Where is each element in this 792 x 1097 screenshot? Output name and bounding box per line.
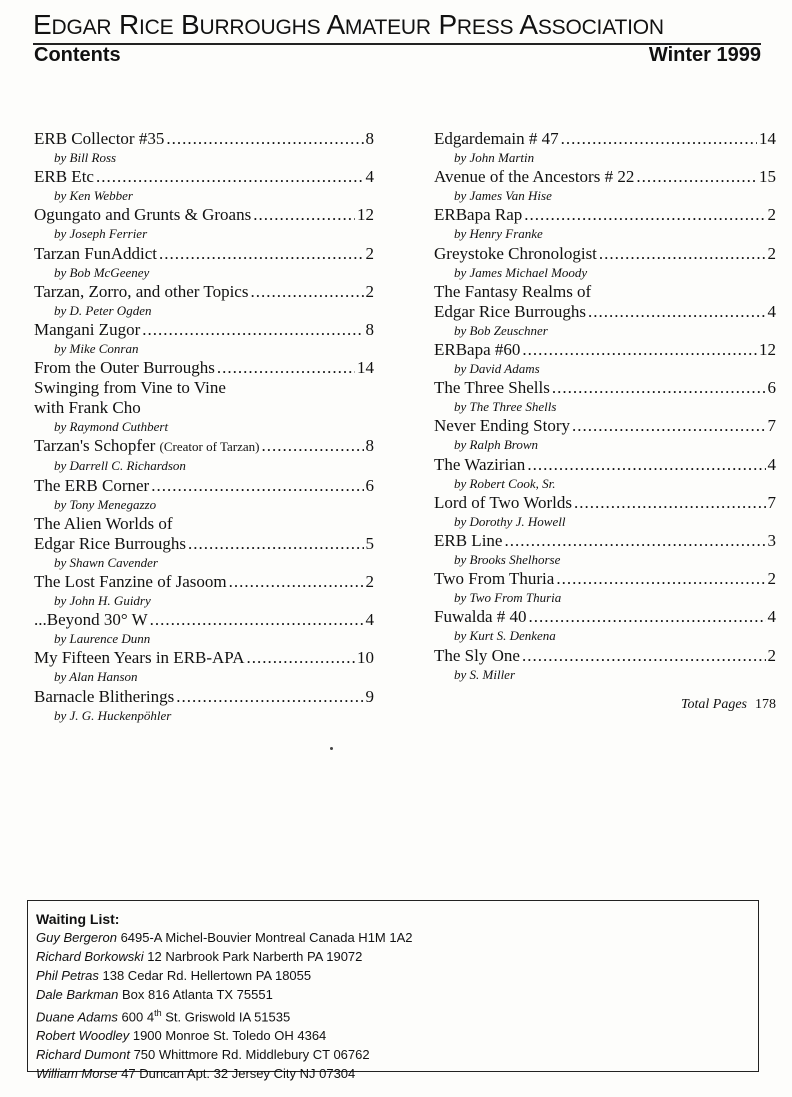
toc-line xyxy=(34,687,374,707)
leader-dots xyxy=(552,378,766,398)
toc-entry xyxy=(34,572,374,610)
title-initial: E xyxy=(33,9,52,40)
toc-author: by David Adams xyxy=(454,361,540,377)
leader-dots xyxy=(574,493,765,513)
toc-entry xyxy=(34,129,374,167)
leader-dots xyxy=(253,205,355,225)
leader-dots xyxy=(142,320,363,340)
title-initial: A xyxy=(326,9,345,40)
toc-title: Greystoke Chronologist xyxy=(434,243,597,263)
toc-title: Edgar Rice Burroughs xyxy=(434,301,587,321)
member-address: 47 Duncan Apt. 32 Jersey City NJ 07304 xyxy=(121,1066,356,1082)
leader-dots xyxy=(504,531,765,551)
contents-right-column xyxy=(434,129,776,684)
toc-entry xyxy=(434,129,776,167)
member-address: 12 Narbrook Park Narberth PA 19072 xyxy=(147,949,363,964)
toc-author: by Alan Hanson xyxy=(54,669,138,685)
leader-dots xyxy=(522,646,766,666)
toc-page-number: 2 xyxy=(365,572,374,592)
toc-author: by Dorothy J. Howell xyxy=(454,513,566,529)
title-initial: A xyxy=(519,9,538,40)
toc-page-number: 8 xyxy=(365,129,374,148)
toc-page-number: 2 xyxy=(365,243,374,263)
toc-author: by D. Peter Ogden xyxy=(54,302,152,318)
toc-line xyxy=(34,378,374,398)
toc-line xyxy=(34,167,374,187)
waiting-list-entry xyxy=(36,1064,750,1083)
toc-entry xyxy=(434,282,776,302)
toc-page-number: 7 xyxy=(767,416,776,436)
title-rest: DGAR xyxy=(51,16,112,39)
toc-line xyxy=(34,476,374,496)
toc-line xyxy=(34,282,374,302)
toc-title: The Sly One xyxy=(434,645,520,665)
toc-line xyxy=(434,340,776,360)
toc-page-number: 10 xyxy=(357,648,374,668)
title-word xyxy=(438,9,513,40)
toc-line xyxy=(34,320,374,340)
toc-line xyxy=(434,244,776,264)
member-address: 138 Cedar Rd. Hellertown PA 18055 xyxy=(102,968,312,983)
toc-line xyxy=(434,455,776,475)
toc-page-number: 2 xyxy=(767,645,776,665)
toc-title: Mangani Zugor xyxy=(34,320,141,340)
member-name: Robert Woodley xyxy=(36,1028,130,1044)
toc-page-number: 8 xyxy=(365,436,374,456)
waiting-list-title: Waiting List: xyxy=(36,911,120,927)
toc-title: Never Ending Story xyxy=(434,416,570,436)
leader-dots xyxy=(572,416,766,436)
toc-title: The Three Shells xyxy=(434,378,550,398)
title-rest: RESS xyxy=(456,16,514,39)
toc-page-number: 15 xyxy=(759,167,776,187)
total-pages-value: 178 xyxy=(755,697,776,712)
total-pages-label: Total Pages xyxy=(681,697,747,712)
toc-line xyxy=(434,493,776,513)
toc-title: The Alien Worlds of xyxy=(34,513,173,533)
leader-dots xyxy=(556,569,765,589)
toc-line xyxy=(434,205,776,225)
leader-dots xyxy=(599,244,766,264)
leader-dots xyxy=(588,302,765,322)
toc-page-number: 2 xyxy=(767,205,776,225)
toc-title-note: (Creator of Tarzan) xyxy=(159,439,260,455)
toc-author: by Kurt S. Denkena xyxy=(454,628,556,644)
member-name: Richard Dumont xyxy=(36,1047,130,1063)
toc-author: by Shawn Cavender xyxy=(54,554,158,570)
member-name: Dale Barkman xyxy=(36,987,119,1002)
member-address: Box 816 Atlanta TX 75551 xyxy=(122,987,273,1002)
toc-title: The Wazirian xyxy=(434,454,526,474)
member-address: 6495-A Michel-Bouvier Montreal Canada H1M 1A2 xyxy=(120,930,413,945)
toc-entry xyxy=(34,244,374,282)
toc-page-number: 2 xyxy=(365,281,374,301)
toc-line xyxy=(34,572,374,592)
toc-title: Tarzan, Zorro, and other Topics xyxy=(34,281,249,301)
member-address: 750 Whittmore Rd. Middlebury CT 06762 xyxy=(133,1047,370,1063)
toc-author: by The Three Shells xyxy=(454,399,557,415)
toc-page-number: 7 xyxy=(767,492,776,512)
toc-page-number: 14 xyxy=(357,358,374,378)
toc-author: by S. Miller xyxy=(454,666,516,682)
toc-line xyxy=(434,302,776,322)
toc-author: by Bob McGeeney xyxy=(54,264,150,280)
toc-entry xyxy=(434,607,776,645)
toc-line xyxy=(34,244,374,264)
member-name: Richard Borkowski xyxy=(36,949,144,964)
toc-title: ...Beyond 30° W xyxy=(34,610,148,630)
toc-title: Lord of Two Worlds xyxy=(434,492,573,512)
waiting-list-entry xyxy=(36,985,750,1004)
toc-page-number: 2 xyxy=(767,569,776,589)
toc-page-number: 4 xyxy=(365,167,374,187)
toc-page-number: 4 xyxy=(365,610,374,630)
toc-page-number: 4 xyxy=(767,454,776,474)
publication-title xyxy=(33,10,763,43)
toc-page-number: 2 xyxy=(767,243,776,263)
waiting-list-box xyxy=(27,900,759,1082)
toc-title: ERBapa Rap xyxy=(434,205,523,225)
toc-entry xyxy=(34,610,374,648)
member-address: 1900 Monroe St. Toledo OH 4364 xyxy=(132,1028,327,1044)
contents-left-column xyxy=(34,129,374,725)
toc-title: Edgardemain # 47 xyxy=(434,129,559,148)
toc-entry xyxy=(34,514,374,534)
toc-line xyxy=(34,129,374,149)
title-initial: B xyxy=(181,9,200,40)
toc-entry xyxy=(34,205,374,243)
toc-line xyxy=(434,129,776,149)
toc-author: by Mike Conran xyxy=(54,341,139,357)
toc-page-number: 3 xyxy=(767,531,776,551)
leader-dots xyxy=(522,340,757,360)
section-label: Contents xyxy=(34,44,121,66)
toc-page-number: 6 xyxy=(365,475,374,495)
toc-author: by Laurence Dunn xyxy=(54,631,151,647)
toc-line xyxy=(34,648,374,668)
toc-entry xyxy=(434,416,776,454)
leader-dots xyxy=(166,129,363,149)
waiting-list-entry xyxy=(36,947,750,966)
leader-dots xyxy=(96,167,364,187)
toc-entry xyxy=(434,340,776,378)
toc-author: by James Michael Moody xyxy=(454,264,588,280)
toc-entry xyxy=(434,455,776,493)
member-name: Guy Bergeron xyxy=(36,930,117,945)
toc-page-number: 12 xyxy=(357,205,374,225)
total-pages xyxy=(681,697,776,713)
title-word xyxy=(33,9,111,40)
toc-entry xyxy=(34,358,374,378)
member-address: 600 4 xyxy=(121,1009,155,1025)
leader-dots xyxy=(261,436,363,456)
toc-title: Avenue of the Ancestors # 22 xyxy=(434,167,635,187)
waiting-list-entry xyxy=(36,1004,750,1026)
toc-line xyxy=(34,358,374,378)
leader-dots xyxy=(246,648,355,668)
waiting-list-entries xyxy=(36,928,750,1083)
toc-title: From the Outer Burroughs xyxy=(34,358,215,378)
toc-entry xyxy=(34,648,374,686)
toc-author: by Ralph Brown xyxy=(454,437,539,453)
toc-entry xyxy=(34,687,374,725)
leader-dots xyxy=(527,455,765,475)
toc-line xyxy=(34,534,374,554)
toc-title: Barnacle Blitherings xyxy=(34,686,175,706)
toc-entry xyxy=(34,436,374,475)
waiting-list-entry xyxy=(36,1026,750,1045)
waiting-list-entry xyxy=(36,966,750,985)
toc-entry xyxy=(434,493,776,531)
title-word xyxy=(519,9,663,40)
toc-entry xyxy=(434,531,776,569)
toc-title: Two From Thuria xyxy=(434,569,555,589)
leader-dots xyxy=(524,205,765,225)
toc-line xyxy=(434,531,776,551)
toc-author: by Brooks Shelhorse xyxy=(454,552,561,568)
toc-title: The Fantasy Realms of xyxy=(434,281,592,301)
issue-date: Winter 1999 xyxy=(648,44,761,66)
toc-title: ERB Collector #35 xyxy=(34,129,165,148)
toc-title: ERBapa #60 xyxy=(434,340,521,360)
leader-dots xyxy=(176,687,363,707)
leader-dots xyxy=(217,358,355,378)
member-address-tail: St. Griswold IA 51535 xyxy=(161,1009,291,1025)
toc-entry xyxy=(34,282,374,320)
toc-line xyxy=(434,569,776,589)
toc-line xyxy=(434,416,776,436)
toc-page-number: 5 xyxy=(365,533,374,553)
toc-title: Fuwalda # 40 xyxy=(434,607,527,627)
toc-entry xyxy=(434,646,776,684)
leader-dots xyxy=(250,282,363,302)
toc-title: Tarzan FunAddict xyxy=(34,243,157,263)
toc-author: by Darrell C. Richardson xyxy=(54,458,186,474)
toc-page-number: 14 xyxy=(759,129,776,148)
title-rest: MATEUR xyxy=(344,16,431,39)
toc-entry xyxy=(34,398,374,436)
toc-line xyxy=(34,436,374,457)
toc-entry xyxy=(434,167,776,205)
member-name: Phil Petras xyxy=(36,968,99,983)
toc-entry xyxy=(34,320,374,358)
toc-entry xyxy=(434,244,776,282)
toc-line xyxy=(34,205,374,225)
toc-author: by Bill Ross xyxy=(54,150,117,165)
toc-author: by John Martin xyxy=(454,150,535,165)
toc-line xyxy=(34,398,374,418)
toc-title: The Lost Fanzine of Jasoom xyxy=(34,572,227,592)
toc-author: by Robert Cook, Sr. xyxy=(454,475,556,491)
toc-line xyxy=(434,378,776,398)
toc-entry xyxy=(34,476,374,514)
toc-author: by John H. Guidry xyxy=(54,593,151,609)
toc-entry xyxy=(434,302,776,340)
toc-title: with Frank Cho xyxy=(34,398,141,418)
title-rest: URROUGHS xyxy=(199,16,321,39)
toc-author: by Tony Menegazzo xyxy=(54,496,157,512)
leader-dots xyxy=(151,476,363,496)
leader-dots xyxy=(529,607,766,627)
toc-title: Swinging from Vine to Vine xyxy=(34,378,226,398)
speck xyxy=(330,747,333,750)
toc-line xyxy=(434,607,776,627)
toc-line xyxy=(434,167,776,187)
title-initial: P xyxy=(438,9,457,40)
title-rest: ICE xyxy=(138,16,174,39)
toc-entry xyxy=(34,167,374,205)
title-word xyxy=(181,9,320,40)
toc-entry xyxy=(434,378,776,416)
toc-line xyxy=(434,646,776,666)
toc-line xyxy=(34,610,374,630)
toc-entry xyxy=(34,534,374,572)
toc-entry xyxy=(34,378,374,398)
title-initial: R xyxy=(118,9,139,40)
toc-author: by J. G. Huckenpöhler xyxy=(54,707,172,723)
toc-title: Ogungato and Grunts & Groans xyxy=(34,205,252,225)
toc-page-number: 8 xyxy=(365,320,374,340)
toc-entry xyxy=(434,569,776,607)
waiting-list-entry xyxy=(36,1045,750,1064)
leader-dots xyxy=(188,534,363,554)
toc-title: Tarzan's Schopfer xyxy=(34,436,156,456)
toc-page-number: 6 xyxy=(767,378,776,398)
title-rest: SSOCIATION xyxy=(537,16,664,39)
member-name: William Morse xyxy=(36,1066,118,1082)
toc-author: by Raymond Cuthbert xyxy=(54,419,169,435)
leader-dots xyxy=(561,129,757,149)
toc-author: by Joseph Ferrier xyxy=(54,226,148,242)
toc-title: ERB Line xyxy=(434,531,503,551)
toc-page-number: 4 xyxy=(767,301,776,321)
toc-page-number: 4 xyxy=(767,607,776,627)
leader-dots xyxy=(150,610,364,630)
leader-dots xyxy=(159,244,364,264)
toc-page-number: 9 xyxy=(365,686,374,706)
toc-author: by Bob Zeuschner xyxy=(454,322,548,338)
toc-author: by Two From Thuria xyxy=(454,590,562,606)
member-name: Duane Adams xyxy=(36,1009,118,1025)
toc-title: My Fifteen Years in ERB-APA xyxy=(34,648,245,668)
toc-title: Edgar Rice Burroughs xyxy=(34,533,187,553)
toc-title: The ERB Corner xyxy=(34,475,150,495)
leader-dots xyxy=(229,572,364,592)
waiting-list-entry xyxy=(36,928,750,947)
toc-line xyxy=(434,282,776,302)
ordinal-suffix: th xyxy=(154,1008,162,1018)
title-word xyxy=(326,9,430,40)
toc-page-number: 12 xyxy=(759,340,776,360)
toc-author: by Ken Webber xyxy=(54,188,133,204)
leader-dots xyxy=(636,167,757,187)
toc-author: by Henry Franke xyxy=(454,226,543,242)
toc-line xyxy=(34,514,374,534)
toc-entry xyxy=(434,205,776,243)
toc-author: by James Van Hise xyxy=(454,188,552,204)
title-word xyxy=(119,9,173,40)
toc-title: ERB Etc xyxy=(34,167,94,187)
